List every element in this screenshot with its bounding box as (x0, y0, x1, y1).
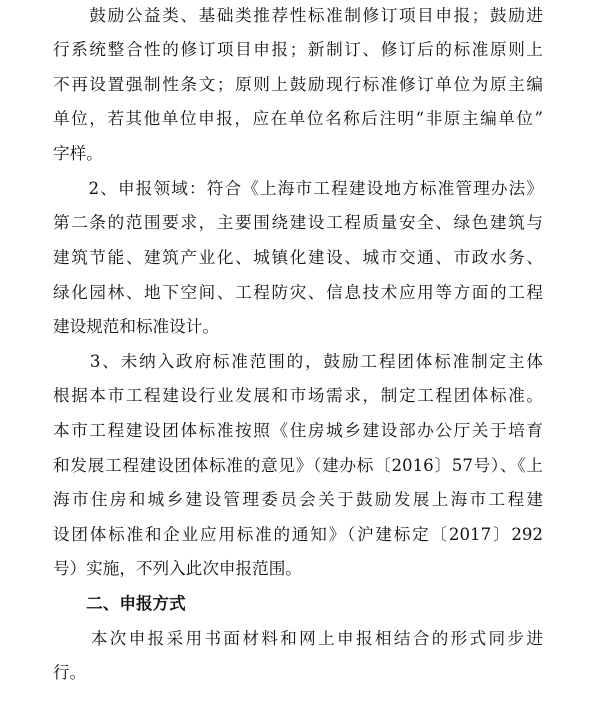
paragraph-line: 行。 (53, 663, 87, 682)
paragraph-line: 字样。 (53, 144, 103, 163)
paragraph-line: 第二条的范围要求，主要围绕建设工程质量安全、绿色建筑与 (53, 213, 543, 232)
paragraph-line: 海市住房和城乡建设管理委员会关于鼓励发展上海市工程建 (53, 490, 543, 509)
section-heading: 二、申报方式 (53, 594, 186, 613)
paragraph-line: 单位，若其他单位申报，应在单位名称后注明“非原主编单位” (53, 109, 543, 128)
paragraph-line: 建设规范和标准设计。 (53, 317, 219, 336)
paragraph-line: 本次申报采用书面材料和网上申报相结合的形式同步进 (53, 629, 543, 648)
paragraph-line: 本市工程建设团体标准按照《住房城乡建设部办公厅关于培育 (53, 421, 543, 440)
paragraph-line: 不再设置强制性条文；原则上鼓励现行标准修订单位为原主编 (53, 75, 543, 94)
paragraph-line: 建筑节能、建筑产业化、城镇化建设、城市交通、市政水务、 (53, 248, 543, 267)
paragraph-line: 绿化园林、地下空间、工程防灾、信息技术应用等方面的工程 (53, 283, 543, 302)
paragraph-line: 鼓励公益类、基础类推荐性标准制修订项目申报；鼓励进 (53, 6, 543, 25)
paragraph-line: 根据本市工程建设行业发展和市场需求，制定工程团体标准。 (53, 386, 543, 405)
paragraph-line: 3、未纳入政府标准范围的，鼓励工程团体标准制定主体 (53, 352, 543, 371)
paragraph-line: 号）实施，不列入此次申报范围。 (53, 559, 302, 578)
paragraph-line: 设团体标准和企业应用标准的通知》（沪建标定〔2017〕292 (53, 525, 543, 544)
paragraph-line: 行系统整合性的修订项目申报；新制订、修订后的标准原则上 (53, 40, 543, 59)
paragraph-line: 和发展工程建设团体标准的意见》（建办标〔2016〕57号）、《上 (53, 456, 543, 475)
paragraph-line: 2、申报领域：符合《上海市工程建设地方标准管理办法》 (53, 179, 543, 198)
